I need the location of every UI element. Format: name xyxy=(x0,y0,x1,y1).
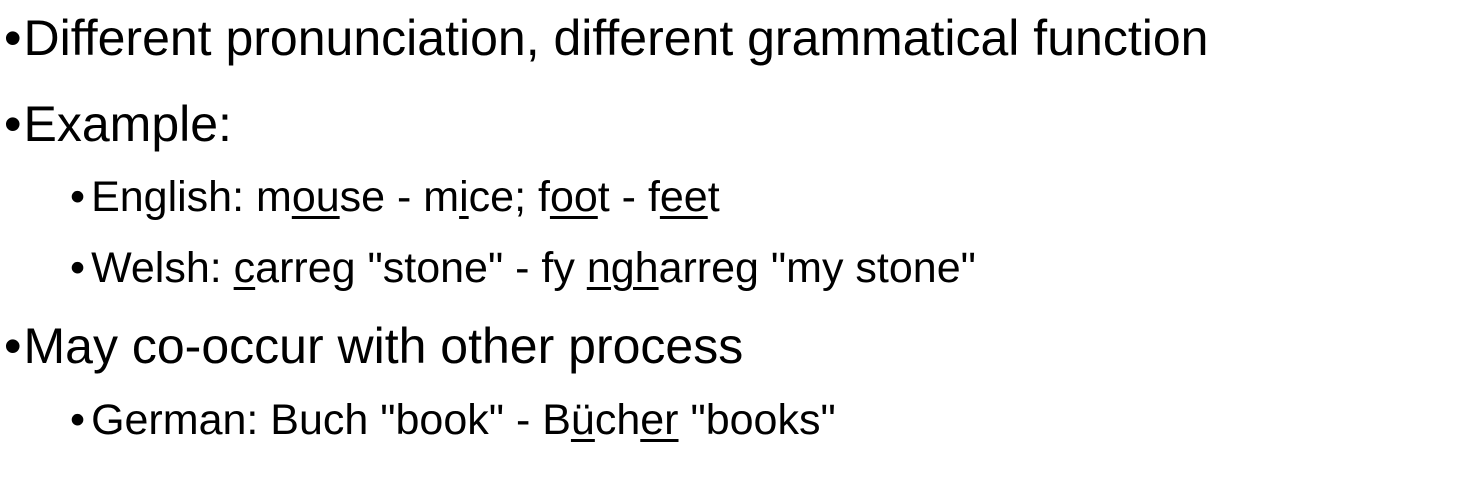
underlined-text: ee xyxy=(659,173,708,221)
bullet-marker: • xyxy=(4,10,22,66)
text-segment: German: Buch "book" - B xyxy=(91,396,571,444)
text-segment: "books" xyxy=(678,396,836,444)
text-segment: Example: xyxy=(23,96,232,152)
text-segment: se - m xyxy=(339,173,460,221)
underlined-text: oo xyxy=(549,173,598,221)
text-segment: May co-occur with other process xyxy=(23,318,744,374)
underlined-text: ngh xyxy=(586,244,659,292)
text-segment: Different pronunciation, different grammatical function xyxy=(23,10,1209,66)
text-segment: Welsh: xyxy=(91,244,234,292)
underlined-text: ü xyxy=(570,396,595,444)
underlined-text: ou xyxy=(291,173,340,221)
text-segment: arreg "my stone" xyxy=(658,244,976,292)
sub-bullet-item xyxy=(70,396,836,444)
bullet-item xyxy=(4,318,743,374)
bullet-marker: • xyxy=(70,244,86,292)
bullet-marker: • xyxy=(4,96,22,152)
text-segment: English: m xyxy=(91,173,292,221)
bullet-marker: • xyxy=(70,396,86,444)
underlined-text: c xyxy=(233,244,256,292)
text-segment: arreg "stone" - fy xyxy=(255,244,587,292)
text-segment: t xyxy=(707,173,720,221)
underlined-text: i xyxy=(459,173,469,221)
text-segment: ce; f xyxy=(468,173,550,221)
text-segment: ch xyxy=(594,396,641,444)
sub-bullet-item xyxy=(70,244,976,292)
text-segment: t - f xyxy=(597,173,660,221)
bullet-marker: • xyxy=(70,173,86,221)
bullet-item xyxy=(4,96,232,152)
sub-bullet-item xyxy=(70,173,720,221)
bullet-item xyxy=(4,10,1208,66)
bullet-marker: • xyxy=(4,318,22,374)
underlined-text: er xyxy=(640,396,679,444)
